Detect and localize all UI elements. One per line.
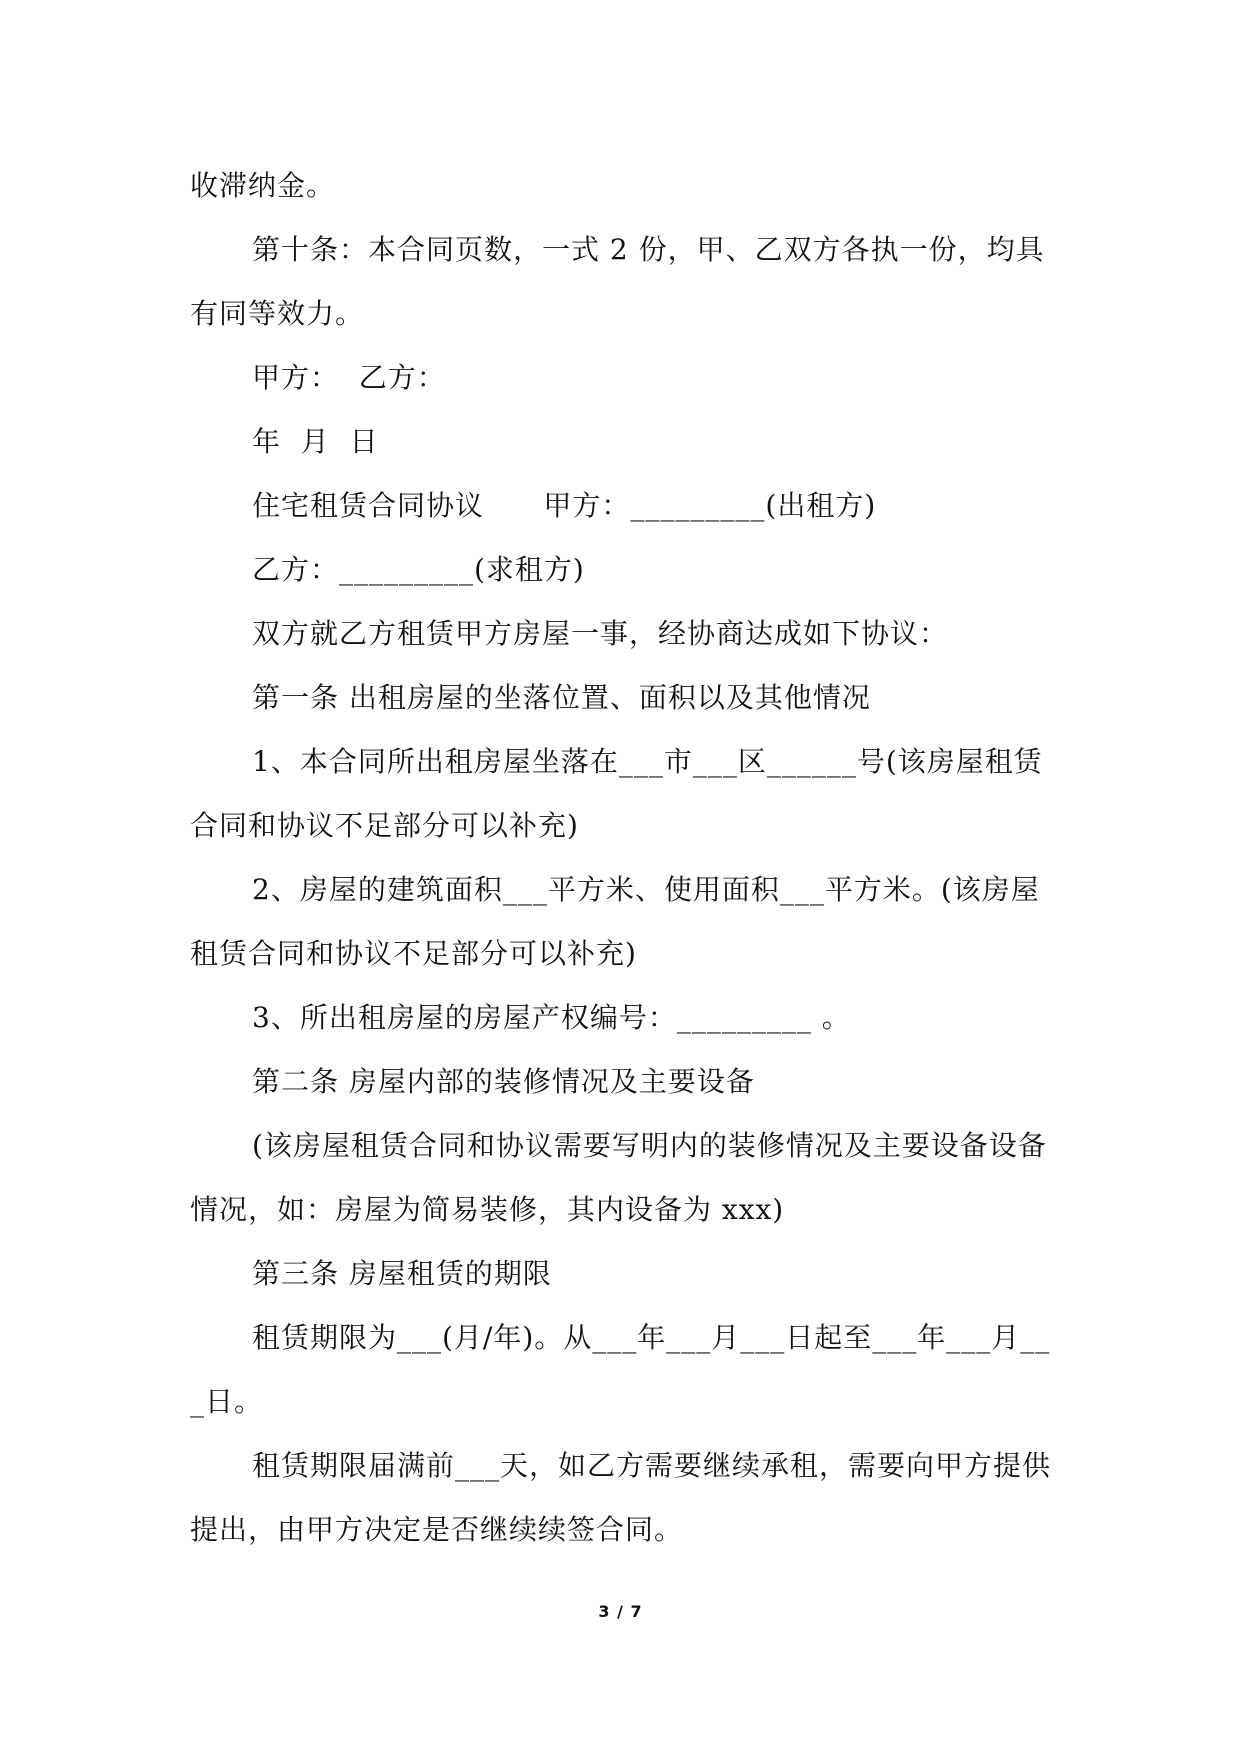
date-line: 年 月 日 [252,425,379,458]
paragraph: 2、房屋的建筑面积___平方米、使用面积___平方米。(该房屋租赁合同和协议不足部分可以补充) [190,873,1040,970]
paragraph: 租赁期限届满前___天，如乙方需要继续承租，需要向甲方提供提出，由甲方决定是否继续续签合同。 [190,1449,1052,1546]
paragraph: 3、所出租房屋的房屋产权编号：_________ 。 [252,1001,851,1034]
article-heading: 第二条 房屋内部的装修情况及主要设备 [252,1065,755,1098]
paragraph: 乙方：_________(求租方) [252,553,585,586]
paragraph: (该房屋租赁合同和协议需要写明内的装修情况及主要设备设备情况，如：房屋为简易装修，其内设备为 xxx) [190,1129,1047,1226]
signature-parties-line: 甲方： 乙方： [252,361,446,394]
paragraph: 1、本合同所出租房屋坐落在___市___区______号(该房屋租赁合同和协议不足部分可以补充) [190,745,1043,842]
article-heading: 第一条 出租房屋的坐落位置、面积以及其他情况 [252,681,871,714]
agreement-title-line: 住宅租赁合同协议 甲方：_________(出租方) [252,489,877,522]
page-number: 3 / 7 [598,1602,643,1621]
document-body [190,154,1056,1562]
paragraph: 收滞纳金。 [190,169,336,202]
article-heading: 第三条 房屋租赁的期限 [252,1257,552,1290]
paragraph: 双方就乙方租赁甲方房屋一事，经协商达成如下协议： [252,617,949,650]
paragraph: 第十条：本合同页数，一式 2 份，甲、乙双方各执一份，均具有同等效力。 [190,233,1045,330]
paragraph: 租赁期限为___(月/年)。从___年___月___日起至___年___月___日。 [190,1321,1051,1418]
